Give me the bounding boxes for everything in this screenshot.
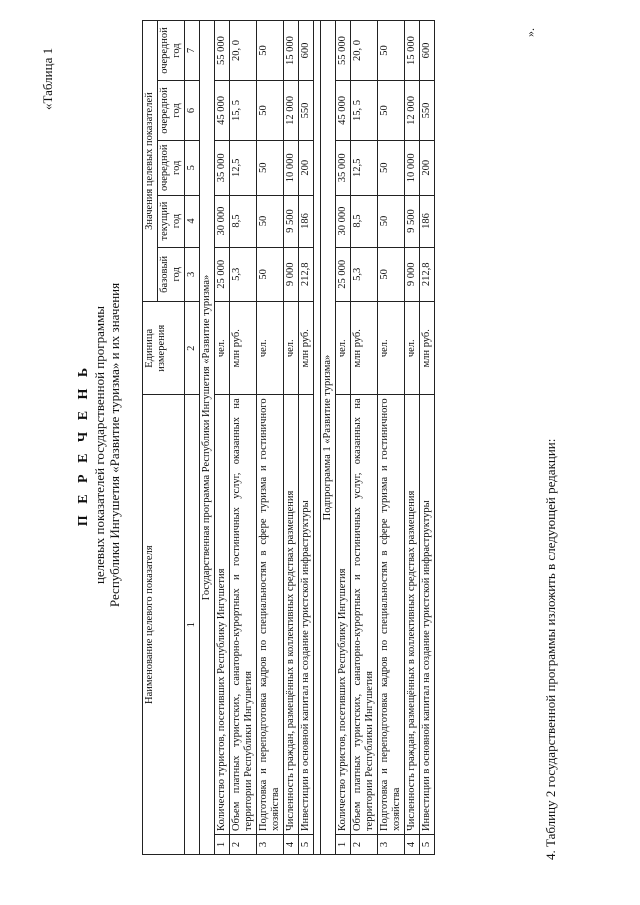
value-cell: 8,5	[230, 195, 257, 247]
row-number: 2	[230, 835, 257, 855]
section-row	[321, 21, 336, 855]
value-cell: 9 000	[405, 247, 420, 302]
value-cell: 5,3	[351, 247, 378, 302]
value-cell: 20, 0	[230, 21, 257, 81]
row-number: 1	[215, 835, 230, 855]
table-row	[284, 21, 299, 855]
value-cell: 600	[420, 21, 435, 81]
value-cell: 50	[378, 21, 405, 81]
unit-cell: млн руб.	[420, 302, 435, 395]
value-cell: 50	[257, 81, 284, 141]
value-cell: 15, 5	[351, 81, 378, 141]
indicator-name: Объем платных туристских, санаторно-курортных и гостиничных услуг, оказанных на территории Республики Ингушетия	[230, 395, 257, 835]
value-cell: 50	[257, 21, 284, 81]
unit-cell: млн руб.	[230, 302, 257, 395]
value-cell: 45 000	[336, 81, 351, 141]
table-row	[257, 21, 284, 855]
indicator-name: Подготовка и переподготовка кадров по специальностям в сфере туризма и гостиничного хозяйства	[378, 395, 405, 835]
value-cell: 10 000	[284, 140, 299, 195]
unit-cell: чел.	[215, 302, 230, 395]
value-cell: 50	[378, 140, 405, 195]
value-cell: 10 000	[405, 140, 420, 195]
spacer-row	[314, 21, 321, 855]
value-cell: 15 000	[284, 21, 299, 81]
value-cell: 212,8	[299, 247, 314, 302]
table-row	[230, 21, 257, 855]
value-cell: 12 000	[405, 81, 420, 141]
row-number: 3	[378, 835, 405, 855]
header-name: Наименование целевого показателя	[143, 395, 185, 855]
value-cell: 8,5	[351, 195, 378, 247]
amendment-note: 4. Таблицу 2 государственной программы изложить в следующей редакции:	[543, 438, 558, 860]
row-number: 5	[299, 835, 314, 855]
value-cell: 25 000	[336, 247, 351, 302]
value-cell: 12,5	[351, 140, 378, 195]
unit-cell: чел.	[257, 302, 284, 395]
value-cell: 35 000	[336, 140, 351, 195]
row-number: 3	[257, 835, 284, 855]
unit-cell: млн руб.	[299, 302, 314, 395]
table-row	[405, 21, 420, 855]
title-line-3: Республики Ингушетия «Развитие туризма» и их значения	[107, 282, 122, 608]
table-row	[299, 21, 314, 855]
table-row	[378, 21, 405, 855]
index-row	[185, 21, 200, 855]
value-cell: 9 500	[405, 195, 420, 247]
value-cell: 200	[420, 140, 435, 195]
value-cell: 50	[257, 140, 284, 195]
value-cell: 600	[299, 21, 314, 81]
table-row	[420, 21, 435, 855]
header-year: очередной год	[158, 81, 185, 141]
value-cell: 50	[378, 81, 405, 141]
header-year: очередной год	[158, 21, 185, 81]
value-cell: 25 000	[215, 247, 230, 302]
unit-cell: чел.	[378, 302, 405, 395]
header-unit: Единица измерения	[143, 302, 185, 395]
value-cell: 30 000	[336, 195, 351, 247]
value-cell: 200	[299, 140, 314, 195]
value-cell: 15 000	[405, 21, 420, 81]
index-cell: 4	[185, 195, 200, 247]
indicator-table	[142, 20, 435, 855]
table-row	[336, 21, 351, 855]
value-cell: 50	[257, 195, 284, 247]
index-cell: 2	[185, 302, 200, 395]
value-cell: 9 000	[284, 247, 299, 302]
value-cell: 35 000	[215, 140, 230, 195]
value-cell: 15, 5	[230, 81, 257, 141]
row-number: 1	[336, 835, 351, 855]
index-cell: 1	[185, 395, 200, 855]
value-cell: 12,5	[230, 140, 257, 195]
header-row	[143, 21, 158, 855]
value-cell: 50	[378, 195, 405, 247]
indicator-name: Инвестиции в основной капитал на создание туристской инфраструктуры	[299, 395, 314, 835]
value-cell: 550	[420, 81, 435, 141]
value-cell: 50	[257, 247, 284, 302]
value-cell: 212,8	[420, 247, 435, 302]
value-cell: 9 500	[284, 195, 299, 247]
spacer-cell	[314, 21, 321, 855]
row-number: 2	[351, 835, 378, 855]
index-cell: 7	[185, 21, 200, 81]
value-cell: 12 000	[284, 81, 299, 141]
unit-cell: млн руб.	[351, 302, 378, 395]
index-cell: 3	[185, 247, 200, 302]
value-cell: 55 000	[215, 21, 230, 81]
title-line-2: целевых показателей государственной программы	[92, 305, 107, 585]
document-title	[76, 145, 122, 745]
value-cell: 186	[299, 195, 314, 247]
indicator-name: Инвестиции в основной капитал на создание туристской инфраструктуры	[420, 395, 435, 835]
indicator-name: Подготовка и переподготовка кадров по специальностям в сфере туризма и гостиничного хозяйства	[257, 395, 284, 835]
value-cell: 55 000	[336, 21, 351, 81]
indicator-name: Численность граждан, размещённых в коллективных средствах размещения	[405, 395, 420, 835]
value-cell: 5,3	[230, 247, 257, 302]
index-cell: 5	[185, 140, 200, 195]
unit-cell: чел.	[336, 302, 351, 395]
value-cell: 30 000	[215, 195, 230, 247]
unit-cell: чел.	[284, 302, 299, 395]
table-row	[351, 21, 378, 855]
value-cell: 186	[420, 195, 435, 247]
header-year: текущий год	[158, 195, 185, 247]
value-cell: 20, 0	[351, 21, 378, 81]
value-cell: 550	[299, 81, 314, 141]
closing-quote: ».	[523, 28, 537, 37]
header-values-group: Значения целевых показателей	[143, 21, 158, 302]
table-row	[215, 21, 230, 855]
unit-cell: чел.	[405, 302, 420, 395]
row-number: 5	[420, 835, 435, 855]
header-year: очередной год	[158, 140, 185, 195]
indicator-name: Количество туристов, посетивших Республику Ингушетия	[215, 395, 230, 835]
value-cell: 45 000	[215, 81, 230, 141]
value-cell: 50	[378, 247, 405, 302]
table-label: «Таблица 1	[40, 47, 55, 110]
header-year: базовый год	[158, 247, 185, 302]
row-number: 4	[284, 835, 299, 855]
title-line-1: П Е Р Е Ч Е Н Ь	[76, 363, 91, 527]
indicator-name: Объем платных туристских, санаторно-курортных и гостиничных услуг, оказанных на территории Республики Ингушетия	[351, 395, 378, 835]
section-title: Подпрограмма 1 «Развитие туризма»	[321, 21, 336, 855]
indicator-name: Количество туристов, посетивших Республику Ингушетия	[336, 395, 351, 835]
section-title: Государственная программа Республики Ингушетия «Развитие туризма»	[200, 21, 215, 855]
section-row	[200, 21, 215, 855]
indicator-name: Численность граждан, размещённых в коллективных средствах размещения	[284, 395, 299, 835]
index-cell: 6	[185, 81, 200, 141]
row-number: 4	[405, 835, 420, 855]
